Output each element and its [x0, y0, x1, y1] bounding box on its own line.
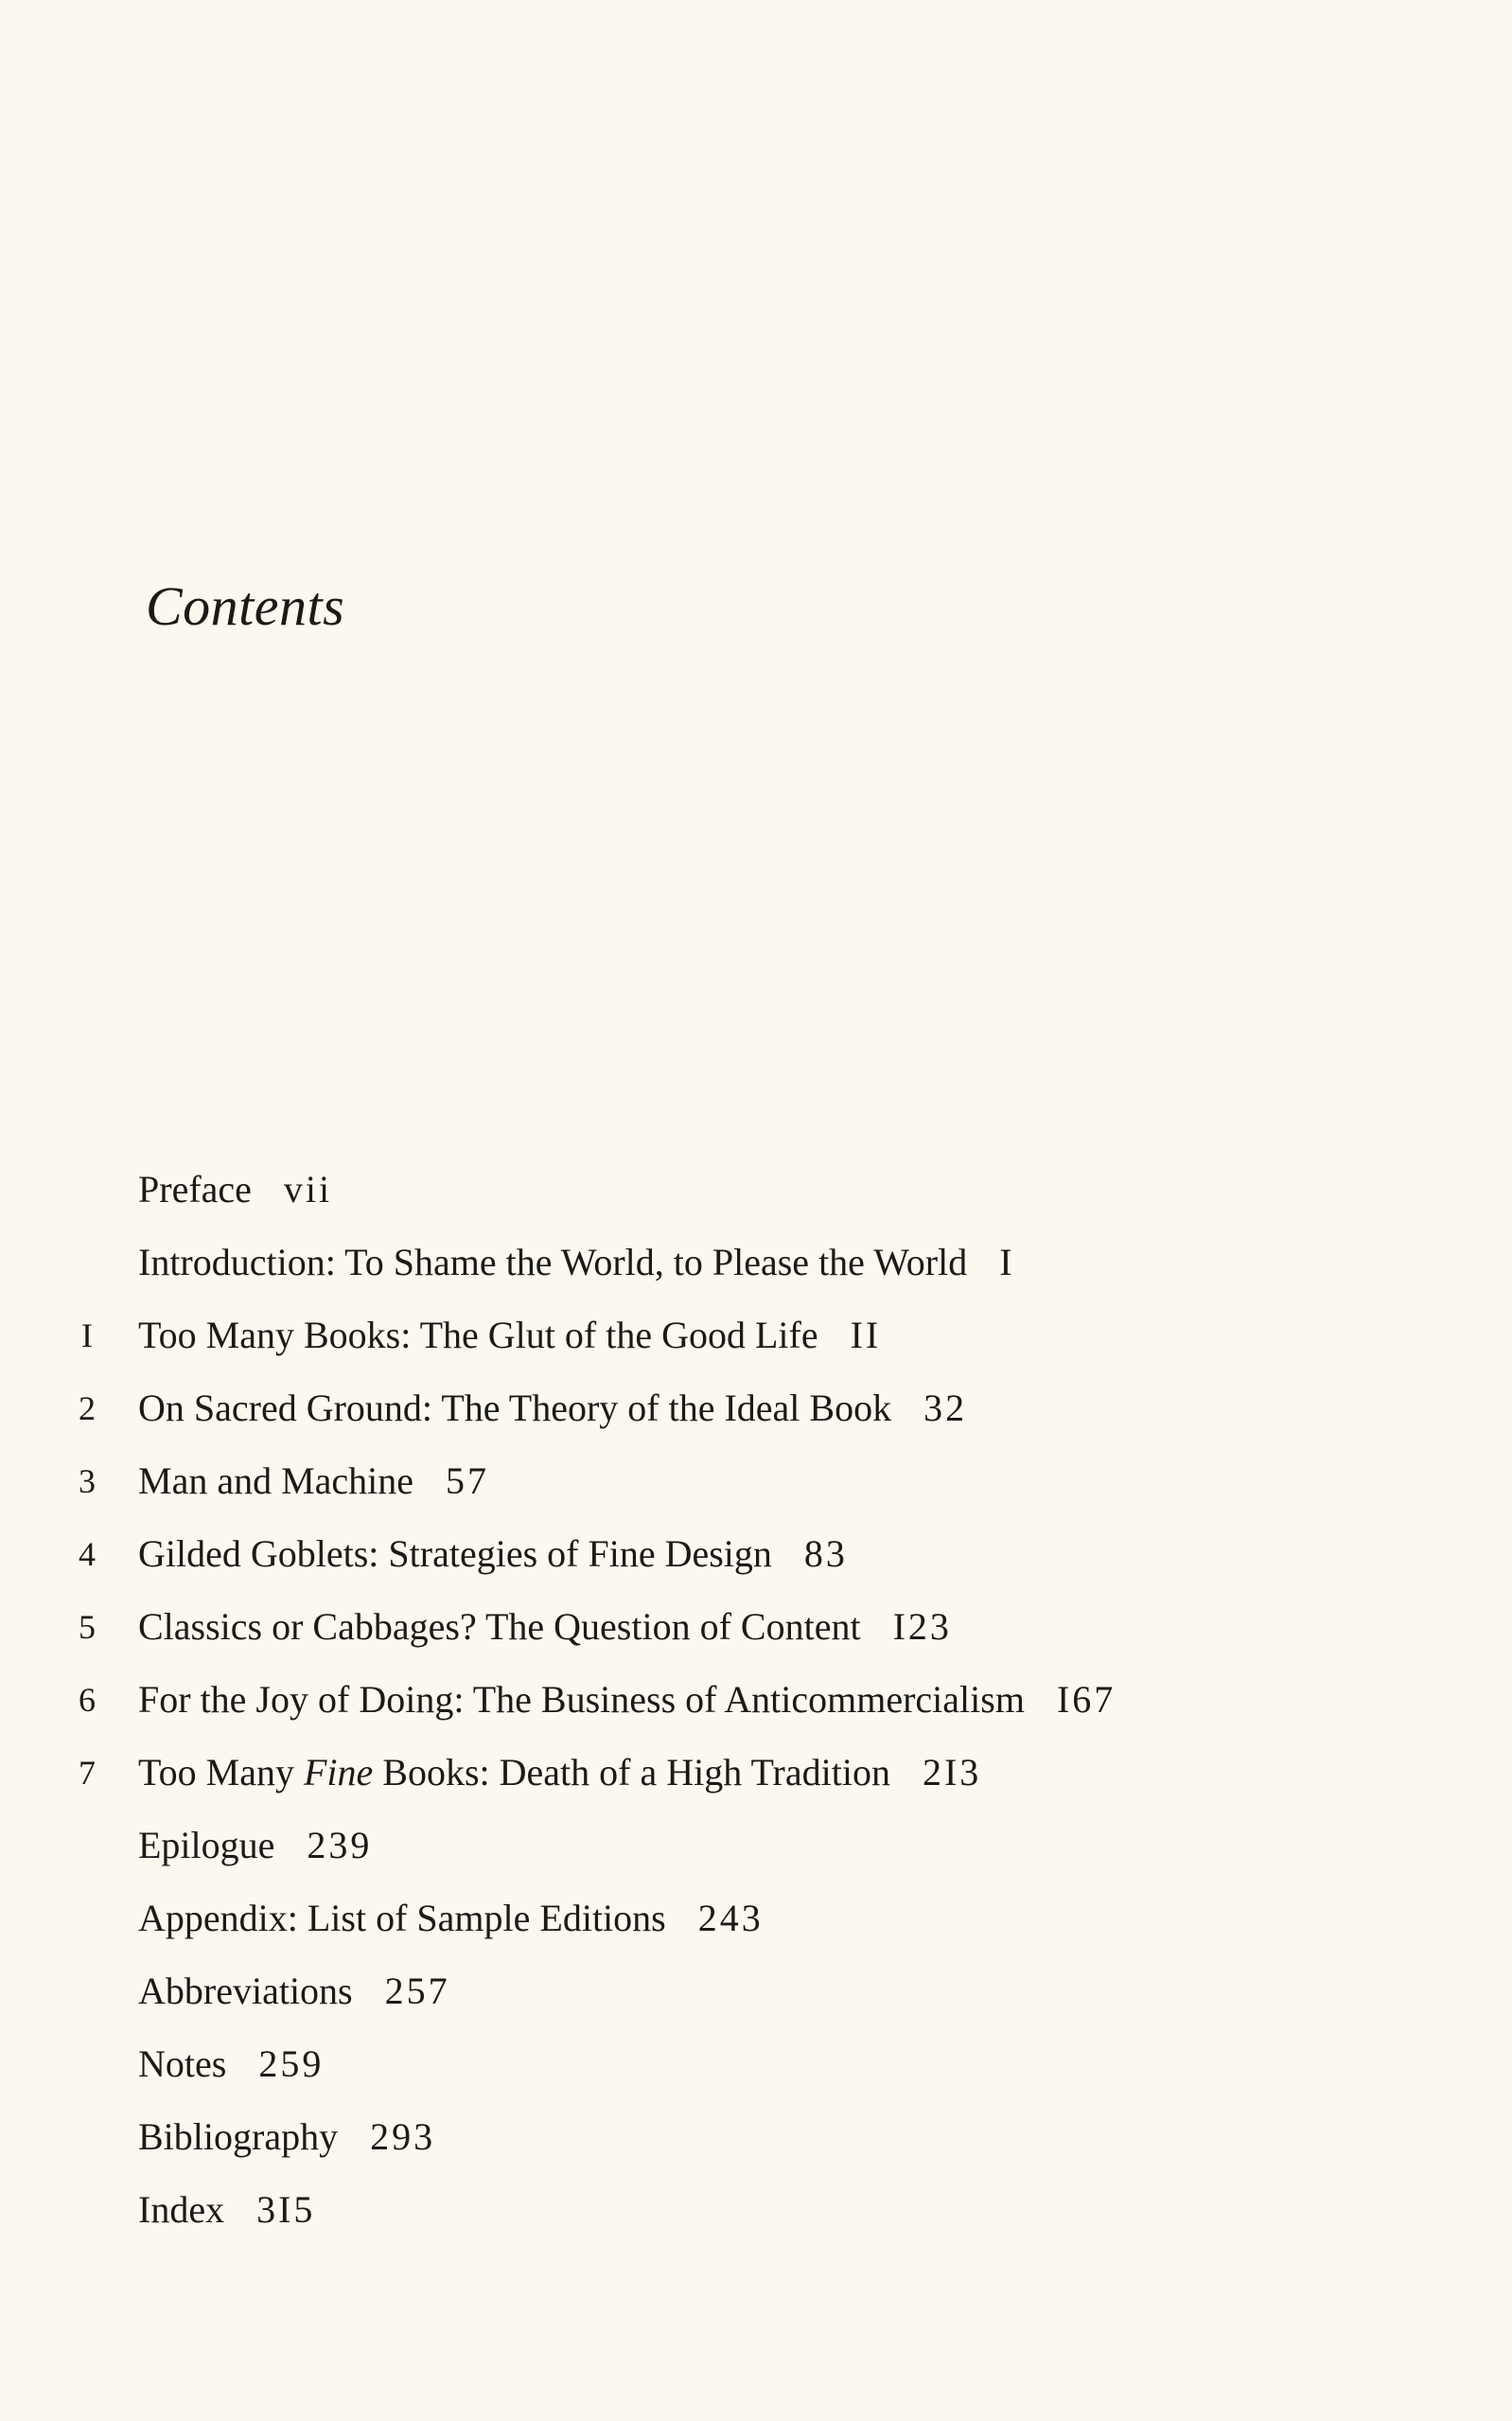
toc-entry — [0, 1381, 1512, 1454]
chapter-number: 2 — [79, 1389, 96, 1427]
page-number: II — [850, 1314, 882, 1356]
entry-title-text: Too Many Books: The Glut of the Good Life — [138, 1314, 818, 1356]
entry-title — [138, 1964, 450, 2019]
entry-title — [138, 1235, 1015, 1290]
page-number: 83 — [803, 1532, 848, 1575]
entry-title-text: On Sacred Ground: The Theory of the Ideal Book — [138, 1387, 892, 1429]
entry-title — [138, 2110, 435, 2165]
page-number: 2I3 — [922, 1751, 982, 1794]
toc-entry — [0, 1745, 1512, 1818]
entry-title-text: Index — [138, 2188, 225, 2231]
page-title: Contents — [146, 575, 345, 637]
entry-title — [138, 1672, 1116, 1727]
entry-title — [138, 1308, 881, 1363]
entry-title — [138, 2037, 324, 2092]
entry-title — [138, 1527, 848, 1582]
toc-entry — [0, 2110, 1512, 2182]
toc-entry — [0, 1527, 1512, 1599]
chapter-number: I — [81, 1317, 93, 1354]
chapter-number: 4 — [79, 1535, 96, 1573]
toc-entry — [0, 2182, 1512, 2255]
toc-entry — [0, 2037, 1512, 2110]
toc-entry — [0, 1235, 1512, 1308]
entry-title-text: Epilogue — [138, 1824, 275, 1866]
entry-title-text: Classics or Cabbages? The Question of Content — [138, 1605, 861, 1648]
entry-title-text: Gilded Goblets: Strategies of Fine Design — [138, 1532, 772, 1575]
toc-entry — [0, 1672, 1512, 1745]
chapter-number: 3 — [79, 1462, 96, 1500]
page-number: 257 — [384, 1970, 450, 2012]
table-of-contents — [0, 1162, 1512, 2255]
entry-title-text: Bibliography — [138, 2115, 339, 2158]
entry-title — [138, 1818, 372, 1873]
entry-title — [138, 1162, 332, 1217]
entry-title-text: Abbreviations — [138, 1970, 353, 2012]
page-number: 32 — [923, 1387, 968, 1429]
chapter-number: 6 — [79, 1681, 96, 1719]
entry-title-text: Introduction: To Shame the World, to Please the World — [138, 1241, 968, 1283]
page-number: 259 — [258, 2042, 325, 2085]
toc-entry — [0, 1964, 1512, 2037]
page-number: I23 — [892, 1605, 952, 1648]
toc-entry — [0, 1891, 1512, 1964]
page-number: vii — [283, 1168, 333, 1210]
chapter-number: 7 — [79, 1754, 96, 1792]
entry-title-text: Books: Death of a High Tradition — [373, 1751, 890, 1794]
chapter-number: 5 — [79, 1608, 96, 1646]
entry-title-text: Too Many — [138, 1751, 304, 1794]
entry-title-text: Notes — [138, 2042, 227, 2085]
toc-entry — [0, 1454, 1512, 1527]
page-number: 293 — [370, 2115, 436, 2158]
page-number: 239 — [307, 1824, 373, 1866]
entry-title-text: For the Joy of Doing: The Business of Anticommercialism — [138, 1678, 1025, 1721]
entry-title-text: Man and Machine — [138, 1459, 414, 1502]
toc-entry — [0, 1162, 1512, 1235]
entry-title — [138, 2182, 315, 2237]
page-number: I67 — [1056, 1678, 1116, 1721]
entry-title — [138, 1381, 967, 1436]
entry-title — [138, 1891, 764, 1946]
entry-title-text: Preface — [138, 1168, 252, 1210]
toc-entry — [0, 1599, 1512, 1672]
entry-title — [138, 1454, 489, 1509]
toc-entry — [0, 1818, 1512, 1891]
entry-title-text: Appendix: List of Sample Editions — [138, 1897, 666, 1939]
entry-title — [138, 1745, 981, 1800]
page-number: 243 — [697, 1897, 764, 1939]
page-number: I — [999, 1241, 1015, 1283]
page-number: 3I5 — [256, 2188, 316, 2231]
page-number: 57 — [446, 1459, 490, 1502]
toc-entry — [0, 1308, 1512, 1381]
entry-title — [138, 1599, 952, 1654]
entry-title-text: Fine — [303, 1751, 374, 1794]
